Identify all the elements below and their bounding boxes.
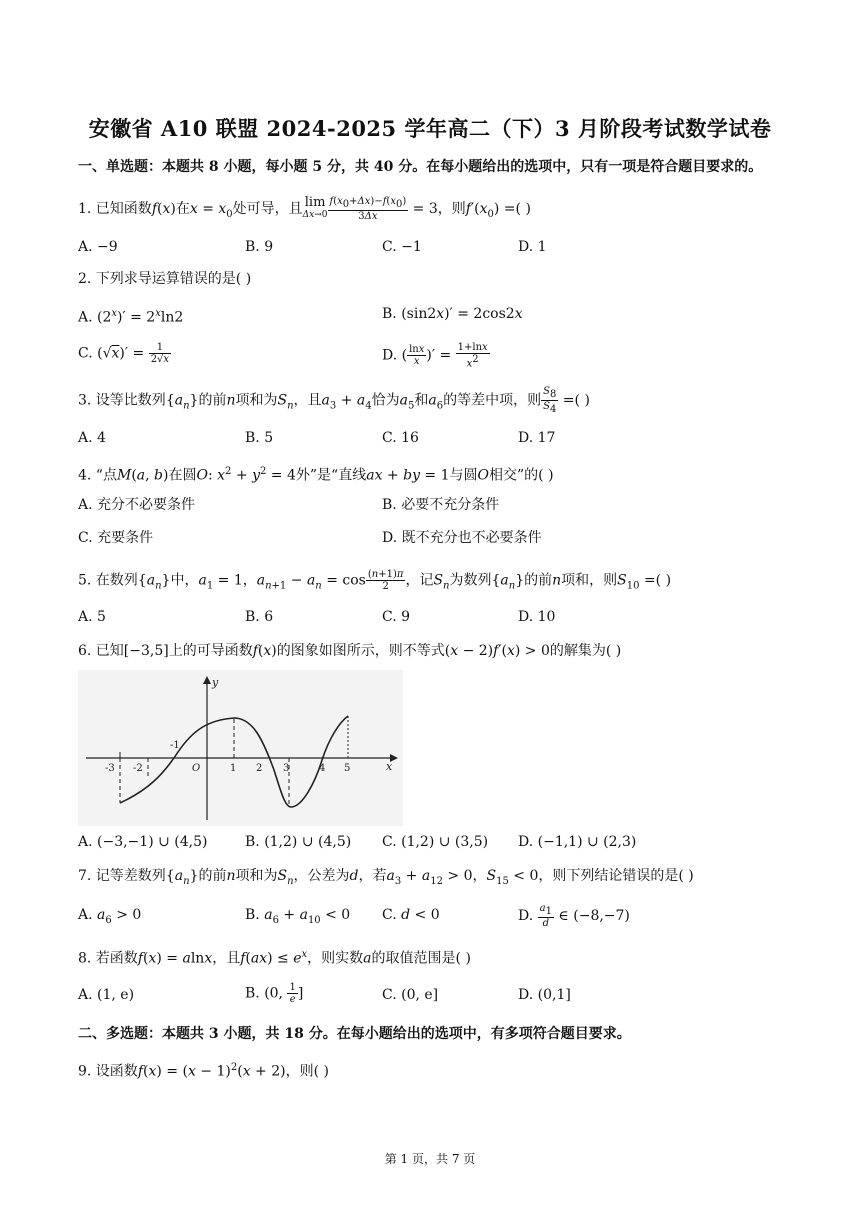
- tick-label: 2: [256, 763, 263, 774]
- q4-option-c[interactable]: C. 充要条件: [78, 530, 154, 546]
- q1-option-c[interactable]: C. −1: [382, 239, 422, 255]
- q6-option-d[interactable]: D. (−1,1) ∪ (2,3): [518, 834, 637, 850]
- q8-option-d[interactable]: D. (0,1]: [518, 987, 571, 1003]
- q7-option-a[interactable]: A. $a_6 > 0$: [78, 907, 142, 926]
- page-title: 安徽省 A10 联盟 2024-2025 学年高二（下）3 月阶段考试数学试卷: [88, 116, 772, 141]
- q3-option-c[interactable]: C. 16: [382, 430, 419, 446]
- graph-origin-label: O: [192, 763, 201, 774]
- tick-label: 3: [283, 763, 290, 774]
- q2-option-d[interactable]: D. ( $\frac{\ln x}{x}$ )′ = $\frac{1+\ln x}{x^2}$: [382, 342, 488, 370]
- tick-label: -2: [133, 763, 143, 774]
- tick-label: 1: [230, 763, 237, 774]
- q5-option-a[interactable]: A. 5: [78, 609, 106, 625]
- q2-option-c[interactable]: C. (√x)′ = $\frac{1}{2√x}$: [78, 342, 170, 365]
- graph-x-label: x: [386, 760, 393, 773]
- question-1: 1. 已知函数f(x)在$x = x_0$处可导，且 lim Δx→0 $\frac{f(x_0+\Delta x)-f(x_0)}{3\Delta x}$ = 3，则$f'(x_0)$ =( ): [78, 195, 531, 222]
- q5-option-b[interactable]: B. 6: [245, 609, 274, 625]
- q5-option-d[interactable]: D. 10: [518, 609, 556, 625]
- q3-option-b[interactable]: B. 5: [245, 430, 274, 446]
- page-footer: 第 1 页，共 7 页: [384, 1152, 476, 1166]
- q3-option-d[interactable]: D. 17: [518, 430, 556, 446]
- q1-option-d[interactable]: D. 1: [518, 239, 547, 255]
- question-6: 6. 已知[−3,5]上的可导函数f(x)的图象如图所示，则不等式(x − 2)f′(x) > 0的解集为( ): [78, 643, 622, 659]
- q2-option-b[interactable]: B. (sin2x)′ = 2cos2x: [382, 306, 523, 322]
- tick-label: 5: [344, 763, 351, 774]
- q6-option-a[interactable]: A. (−3,−1) ∪ (4,5): [78, 834, 208, 850]
- q8-option-c[interactable]: C. (0, e]: [382, 987, 439, 1003]
- q4-option-a[interactable]: A. 充分不必要条件: [78, 497, 196, 513]
- q6-option-c[interactable]: C. (1,2) ∪ (3,5): [382, 834, 489, 850]
- q7-option-d[interactable]: D. $\frac{a_1}{d}$ ∈ (−8,−7): [518, 903, 630, 929]
- question-7: 7. 记等差数列$\{a_n\}$的前n项和为$S_n$，公差为d，若$a_3 + a_{12} > 0$，$S_{15} < 0$，则下列结论错误的是( ): [78, 868, 694, 887]
- section-2-heading: 二、多选题：本题共 3 小题，共 18 分。在每小题给出的选项中，有多项符合题目要求。: [78, 1026, 631, 1042]
- q1-option-b[interactable]: B. 9: [245, 239, 274, 255]
- q6-option-b[interactable]: B. (1,2) ∪ (4,5): [245, 834, 352, 850]
- question-8: 8. 若函数f(x) = alnx，且$f(ax) \le e^x$，则实数a的取值范围是( ): [78, 949, 471, 967]
- q4-option-d[interactable]: D. 既不充分也不必要条件: [382, 530, 542, 546]
- function-graph: [78, 670, 403, 826]
- question-5: 5. 在数列$\{a_n\}$中，$a_1 = 1$，$a_{n+1} - a_n = \cos$ $\frac{(n+1)\pi}{2}$ ，记$S_n$为数列$\{a_n\}$的前n项和，则$S_{10}$ =( ): [78, 569, 672, 592]
- tick-label: -3: [105, 763, 115, 774]
- q4-option-b[interactable]: B. 必要不充分条件: [382, 497, 500, 513]
- q8-option-a[interactable]: A. (1, e): [78, 987, 135, 1003]
- question-4: 4. “点M(a, b)在圆O: $x^2 + y^2 = 4$外”是“直线ax + by = 1与圆O相交”的( ): [78, 466, 554, 484]
- graph-y-label: y: [212, 676, 219, 689]
- question-9: 9. 设函数$f(x) = (x - 1)^2(x + 2)$，则( ): [78, 1062, 329, 1080]
- tick-label: 4: [319, 763, 326, 774]
- q8-option-b[interactable]: B. (0, $\frac{1}{e}$ ]: [245, 982, 304, 1005]
- q7-option-b[interactable]: B. $a_6 + a_{10} < 0$: [245, 907, 351, 926]
- graph-neg1-label: -1: [170, 740, 180, 751]
- section-1-heading: 一、单选题：本题共 8 小题，每小题 5 分，共 40 分。在每小题给出的选项中，只有一项是符合题目要求的。: [78, 159, 763, 175]
- q7-option-c[interactable]: C. d < 0: [382, 907, 440, 923]
- q1-option-a[interactable]: A. −9: [78, 239, 118, 255]
- q3-option-a[interactable]: A. 4: [78, 430, 106, 446]
- question-3: 3. 设等比数列$\{a_n\}$的前n项和为$S_n$，且$a_3 + a_4$恰为$a_5$和$a_6$的等差中项，则 $\frac{S_8}{S_4}$ =( ): [78, 386, 590, 415]
- q5-option-c[interactable]: C. 9: [382, 609, 411, 625]
- q2-option-a[interactable]: A. $(2^x)' = 2^x\ln 2$: [78, 308, 184, 326]
- question-2: 2. 下列求导运算错误的是( ): [78, 271, 252, 287]
